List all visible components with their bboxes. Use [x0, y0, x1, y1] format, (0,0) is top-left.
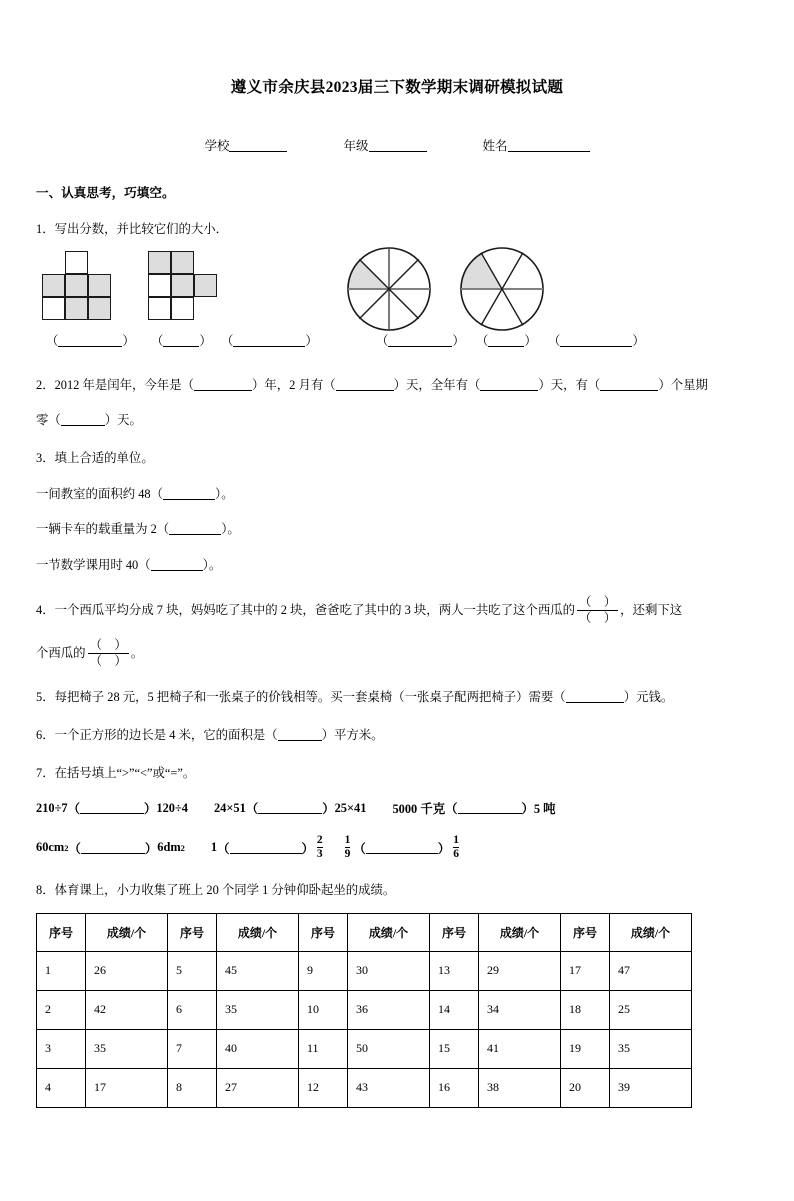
table-cell: 35	[217, 990, 299, 1029]
q7-r1-i1-left: 210÷7	[36, 800, 68, 815]
q7-r2-i1-left-exponent: 2	[64, 842, 69, 853]
q7-r2-i1-right: 6dm	[157, 840, 181, 855]
school-field[interactable]	[204, 136, 287, 154]
question-6	[36, 726, 758, 745]
q7-r1-i3-left: 5000 千克	[392, 802, 446, 817]
table-header-cell: 成绩/个	[479, 913, 561, 951]
table-cell: 2	[37, 990, 86, 1029]
q3-l2-prefix: 一辆卡车的载重量为 2（	[36, 522, 170, 537]
table-cell: 20	[561, 1068, 610, 1107]
table-row	[37, 951, 692, 990]
q1-blank-1[interactable]: （ ）	[46, 333, 135, 348]
fraction-denominator: 3	[316, 848, 323, 861]
q7-r2-i3-right-fraction	[453, 834, 459, 861]
q4-part-2: ，还剩下这	[620, 603, 683, 618]
q4-fraction-1[interactable]	[577, 596, 618, 625]
q3-l1-prefix: 一间教室的面积约 48（	[36, 486, 164, 501]
scores-table	[36, 913, 692, 1108]
table-cell: 4	[37, 1068, 86, 1107]
question-2	[36, 376, 758, 395]
q7-r1-i2-left: 24×51	[213, 800, 246, 815]
q7-r1-i1-right: 120÷4	[156, 800, 188, 815]
page-title: 遵义市余庆县2023届三下数学期末调研模拟试题	[230, 79, 564, 96]
name-label: 姓名	[482, 139, 508, 154]
exam-page	[0, 78, 794, 1108]
section-heading: 一、认真思考，巧填空。	[36, 186, 175, 201]
table-cell: 15	[430, 1029, 479, 1068]
table-cell: 43	[348, 1068, 430, 1107]
fraction-denominator: 6	[453, 848, 459, 861]
table-cell: 18	[561, 990, 610, 1029]
blank-line[interactable]	[163, 335, 199, 347]
q7-r1-item-1: 210÷7 （ ） 120÷4	[36, 800, 188, 817]
table-cell: 29	[479, 951, 561, 990]
q7-r2-i1-left: 60cm	[36, 840, 65, 855]
table-cell: 39	[610, 1068, 692, 1107]
q1-blank-2[interactable]: （ ）	[151, 333, 212, 348]
question-3-text: 3．填上合适的单位。	[36, 450, 154, 465]
school-blank[interactable]	[229, 139, 287, 152]
table-header-cell: 序号	[561, 913, 610, 951]
table-cell: 40	[217, 1029, 299, 1068]
question-3-line-2	[36, 520, 758, 539]
q1-blank-3[interactable]: （ ）	[221, 333, 318, 348]
table-cell: 11	[299, 1029, 348, 1068]
table-cell: 34	[479, 990, 561, 1029]
q1-blank-6[interactable]: （ ）	[548, 333, 645, 348]
question-7-text: 7．在括号填上“>”“<”或“=”。	[36, 765, 196, 780]
table-cell: 50	[348, 1029, 430, 1068]
q3-l3-prefix: 一节数学课用时 40（	[36, 557, 151, 572]
table-header-row	[37, 913, 692, 951]
circle-8-sectors-1-shaded	[347, 247, 431, 336]
table-cell: 36	[348, 990, 430, 1029]
question-4-line-2	[36, 639, 758, 668]
question-3-line-3	[36, 556, 758, 575]
grade-label: 年级	[343, 139, 369, 154]
table-cell: 41	[479, 1029, 561, 1068]
table-cell: 35	[86, 1029, 168, 1068]
table-cell: 7	[168, 1029, 217, 1068]
q7-blank-6[interactable]	[366, 842, 438, 854]
q7-r2-i2-right-fraction	[317, 834, 323, 861]
name-field[interactable]	[483, 136, 590, 154]
table-header-cell: 成绩/个	[86, 913, 168, 951]
fraction-denominator: 9	[344, 848, 351, 861]
question-1-blanks	[36, 331, 758, 357]
table-cell: 13	[430, 951, 479, 990]
blank-line[interactable]	[488, 335, 524, 347]
q2-line2-prefix: 零（	[36, 413, 61, 428]
q3-blank-3[interactable]	[151, 559, 203, 571]
table-cell: 6	[168, 990, 217, 1029]
blank-line[interactable]	[233, 335, 305, 347]
table-header-cell: 序号	[168, 913, 217, 951]
table-cell: 8	[168, 1068, 217, 1107]
q2-blank-2[interactable]	[336, 379, 394, 391]
table-cell: 25	[610, 990, 692, 1029]
table-cell: 10	[299, 990, 348, 1029]
table-cell: 47	[610, 951, 692, 990]
question-2-line-2	[36, 411, 758, 430]
blank-line[interactable]	[560, 335, 632, 347]
table-cell: 35	[610, 1029, 692, 1068]
q5-suffix: ）元钱。	[623, 690, 674, 705]
table-row	[37, 1068, 692, 1107]
table-header-cell: 序号	[37, 913, 86, 951]
table-cell: 3	[37, 1029, 86, 1068]
table-cell: 1	[37, 951, 86, 990]
fraction-numerator[interactable]: （ ）	[579, 595, 617, 610]
table-cell: 30	[348, 951, 430, 990]
grid-7-cells-5-shaded	[42, 251, 114, 323]
name-blank[interactable]	[508, 139, 590, 152]
question-7-row-2	[36, 834, 758, 861]
table-header-cell: 成绩/个	[217, 913, 299, 951]
table-cell: 19	[561, 1029, 610, 1068]
table-cell: 16	[430, 1068, 479, 1107]
fraction-numerator: 1	[344, 834, 351, 847]
q5-blank[interactable]	[566, 691, 624, 703]
q3-blank-2[interactable]	[169, 523, 221, 535]
grid-7-cells-4-shaded	[148, 251, 220, 323]
table-cell: 42	[86, 990, 168, 1029]
question-8-text: 8．体育课上，小力收集了班上 20 个同学 1 分钟仰卧起坐的成绩。	[36, 883, 396, 898]
q2-text-3: ）天，有（	[538, 377, 601, 392]
table-header-cell: 成绩/个	[610, 913, 692, 951]
grade-blank[interactable]	[369, 139, 427, 152]
q2-line2-suffix: ）天。	[104, 413, 142, 428]
fraction-denominator[interactable]: （ ）	[89, 654, 127, 669]
table-cell: 17	[561, 951, 610, 990]
table-cell: 26	[86, 951, 168, 990]
q7-blank-2[interactable]	[258, 802, 322, 814]
q4-part-3: 个西瓜的	[36, 646, 86, 661]
table-header-cell: 序号	[299, 913, 348, 951]
table-header-cell: 序号	[430, 913, 479, 951]
q7-r1-item-2: 24×51 （ ） 25×41	[213, 800, 367, 817]
question-1-text: 1．写出分数，并比较它们的大小．	[36, 222, 229, 237]
question-7-row-1	[36, 799, 758, 817]
table-cell: 45	[217, 951, 299, 990]
blank-line[interactable]	[388, 335, 452, 347]
q4-fraction-2[interactable]	[88, 639, 129, 668]
q7-r2-item-2: 1 （ ） $\frac{2}{3}$	[210, 834, 323, 861]
blank-line[interactable]	[58, 335, 122, 347]
grade-field[interactable]	[343, 136, 426, 154]
q2-prefix: 2．2012 年是闰年，今年是（	[36, 377, 194, 392]
q4-part-1: 4．一个西瓜平均分成 7 块，妈妈吃了其中的 2 块，爸爸吃了其中的 3 块，两人一共吃了这个西瓜的	[36, 603, 575, 618]
table-cell: 27	[217, 1068, 299, 1107]
q7-r1-i2-right: 25×41	[334, 800, 367, 815]
q7-blank-4[interactable]	[81, 842, 145, 854]
table-cell: 12	[299, 1068, 348, 1107]
q6-blank[interactable]	[278, 729, 322, 741]
q7-r2-item-1: 60cm 2 （ ） 6dm 2	[36, 840, 185, 856]
table-header-cell: 成绩/个	[348, 913, 430, 951]
school-label: 学校	[204, 139, 230, 154]
table-cell: 14	[430, 990, 479, 1029]
identity-line	[36, 136, 758, 154]
q3-l2-suffix: ）。	[221, 522, 240, 537]
table-cell: 5	[168, 951, 217, 990]
circle-6-sectors-1-shaded	[460, 247, 544, 336]
table-cell: 9	[299, 951, 348, 990]
q6-prefix: 6．一个正方形的边长是 4 米，它的面积是（	[36, 728, 278, 743]
q3-l1-suffix: ）。	[215, 486, 234, 501]
table-row	[37, 990, 692, 1029]
q2-text-1: ）年，2 月有（	[251, 377, 336, 392]
table-cell: 38	[479, 1068, 561, 1107]
fraction-numerator[interactable]: （ ）	[89, 638, 127, 653]
q3-l3-suffix: ）。	[202, 557, 222, 572]
q6-suffix: ）平方米。	[321, 728, 384, 743]
fraction-numerator: 1	[453, 834, 459, 847]
question-5	[36, 688, 758, 707]
question-3-line-1	[36, 485, 758, 504]
q7-r1-i3-right: 5 吨	[533, 802, 556, 817]
q7-blank-1[interactable]	[80, 802, 144, 814]
q7-blank-5[interactable]	[230, 842, 302, 854]
q7-r1-item-3: 5000 千克 （ ） 5 吨	[392, 799, 555, 817]
q1-blank-5[interactable]: （ ）	[476, 333, 537, 348]
table-row	[37, 1029, 692, 1068]
q2-text-2: ）天，全年有（	[393, 377, 481, 392]
question-1-figures	[36, 251, 758, 329]
q7-blank-3[interactable]	[458, 802, 522, 814]
fraction-numerator: 2	[316, 834, 323, 847]
q2-text-4: ）个星期	[658, 377, 708, 392]
q7-r2-item-3: $\frac{1}{9}$ （ ） $\frac{1}{6}$	[344, 834, 459, 861]
fraction-denominator[interactable]: （ ）	[579, 611, 617, 626]
q7-r2-i3-left-fraction	[345, 834, 351, 861]
q2-blank-3[interactable]	[480, 379, 538, 391]
q1-blank-4[interactable]: （ ）	[376, 333, 465, 348]
q2-blank-1[interactable]	[194, 379, 252, 391]
q3-blank-1[interactable]	[163, 488, 215, 500]
q2-blank-5[interactable]	[61, 414, 105, 426]
q2-blank-4[interactable]	[600, 379, 658, 391]
q5-prefix: 5．每把椅子 28 元，5 把椅子和一张桌子的价钱相等。买一套桌椅（一张桌子配两把椅子）需要（	[36, 690, 566, 705]
question-4	[36, 596, 758, 625]
q4-part-4: 。	[130, 646, 144, 661]
table-cell: 17	[86, 1068, 168, 1107]
q7-r2-i1-right-exponent: 2	[180, 842, 185, 853]
q7-r2-i2-left: 1	[210, 840, 218, 855]
